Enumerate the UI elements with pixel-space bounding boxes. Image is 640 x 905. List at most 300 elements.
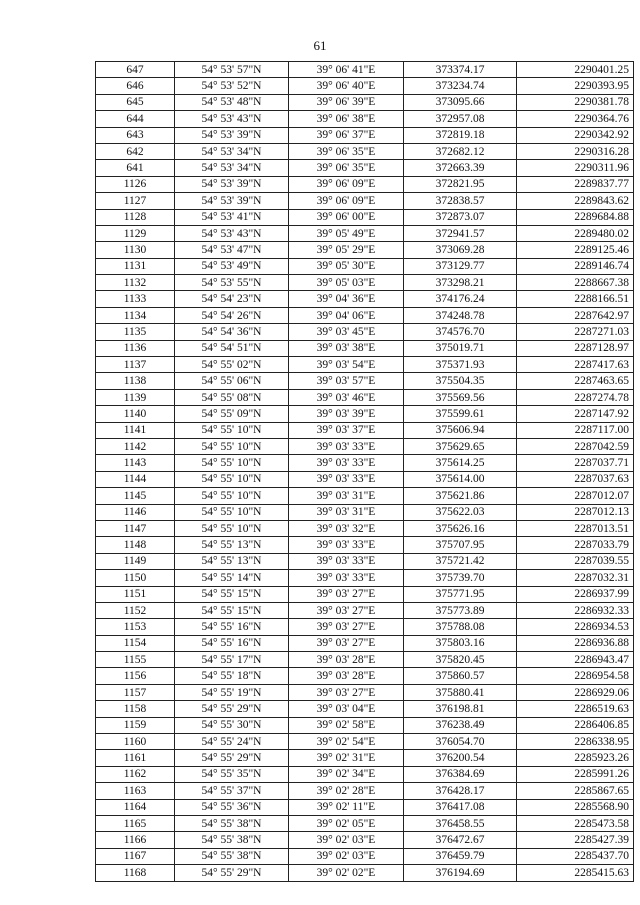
- x-coordinate-cell: 374576.70: [404, 324, 517, 340]
- table-row: [96, 340, 634, 356]
- point-number-cell: 1166: [96, 832, 175, 848]
- y-coordinate-cell: 2289480.02: [517, 225, 634, 241]
- x-coordinate-cell: 375771.95: [404, 586, 517, 602]
- latitude-cell: 54° 55' 14"N: [175, 570, 289, 586]
- longitude-cell: 39° 03' 31"E: [289, 504, 404, 520]
- longitude-cell: 39° 05' 03"E: [289, 275, 404, 291]
- x-coordinate-cell: 375803.16: [404, 635, 517, 651]
- longitude-cell: 39° 03' 04"E: [289, 701, 404, 717]
- table-row: [96, 62, 634, 78]
- longitude-cell: 39° 03' 33"E: [289, 471, 404, 487]
- latitude-cell: 54° 55' 36"N: [175, 799, 289, 815]
- x-coordinate-cell: 376417.08: [404, 799, 517, 815]
- y-coordinate-cell: 2290316.28: [517, 143, 634, 159]
- x-coordinate-cell: 375019.71: [404, 340, 517, 356]
- point-number-cell: 1136: [96, 340, 175, 356]
- latitude-cell: 54° 53' 39"N: [175, 127, 289, 143]
- table-row: [96, 668, 634, 684]
- x-coordinate-cell: 373374.17: [404, 62, 517, 78]
- point-number-cell: 1143: [96, 455, 175, 471]
- table-row: [96, 307, 634, 323]
- latitude-cell: 54° 53' 43"N: [175, 111, 289, 127]
- y-coordinate-cell: 2285568.90: [517, 799, 634, 815]
- latitude-cell: 54° 55' 37"N: [175, 783, 289, 799]
- table-row: [96, 209, 634, 225]
- point-number-cell: 1139: [96, 389, 175, 405]
- longitude-cell: 39° 05' 49"E: [289, 225, 404, 241]
- x-coordinate-cell: 372957.08: [404, 111, 517, 127]
- table-row: [96, 488, 634, 504]
- latitude-cell: 54° 53' 48"N: [175, 94, 289, 110]
- y-coordinate-cell: 2290381.78: [517, 94, 634, 110]
- longitude-cell: 39° 03' 45"E: [289, 324, 404, 340]
- longitude-cell: 39° 06' 35"E: [289, 143, 404, 159]
- latitude-cell: 54° 55' 09"N: [175, 406, 289, 422]
- latitude-cell: 54° 55' 19"N: [175, 684, 289, 700]
- longitude-cell: 39° 06' 00"E: [289, 209, 404, 225]
- y-coordinate-cell: 2286338.95: [517, 734, 634, 750]
- longitude-cell: 39° 06' 39"E: [289, 94, 404, 110]
- point-number-cell: 645: [96, 94, 175, 110]
- longitude-cell: 39° 03' 27"E: [289, 586, 404, 602]
- longitude-cell: 39° 03' 33"E: [289, 570, 404, 586]
- latitude-cell: 54° 53' 39"N: [175, 176, 289, 192]
- point-number-cell: 1130: [96, 242, 175, 258]
- x-coordinate-cell: 376194.69: [404, 865, 517, 881]
- x-coordinate-cell: 373234.74: [404, 78, 517, 94]
- y-coordinate-cell: 2289837.77: [517, 176, 634, 192]
- x-coordinate-cell: 375773.89: [404, 602, 517, 618]
- x-coordinate-cell: 375504.35: [404, 373, 517, 389]
- table-row: [96, 406, 634, 422]
- point-number-cell: 644: [96, 111, 175, 127]
- y-coordinate-cell: 2289125.46: [517, 242, 634, 258]
- x-coordinate-cell: 376428.17: [404, 783, 517, 799]
- longitude-cell: 39° 06' 38"E: [289, 111, 404, 127]
- latitude-cell: 54° 53' 55"N: [175, 275, 289, 291]
- longitude-cell: 39° 02' 02"E: [289, 865, 404, 881]
- table-row: [96, 586, 634, 602]
- latitude-cell: 54° 54' 51"N: [175, 340, 289, 356]
- longitude-cell: 39° 03' 33"E: [289, 553, 404, 569]
- longitude-cell: 39° 02' 28"E: [289, 783, 404, 799]
- latitude-cell: 54° 55' 10"N: [175, 455, 289, 471]
- table-row: [96, 111, 634, 127]
- table-row: [96, 570, 634, 586]
- point-number-cell: 1168: [96, 865, 175, 881]
- longitude-cell: 39° 03' 37"E: [289, 422, 404, 438]
- point-number-cell: 1132: [96, 275, 175, 291]
- point-number-cell: 1152: [96, 602, 175, 618]
- table-row: [96, 734, 634, 750]
- y-coordinate-cell: 2286519.63: [517, 701, 634, 717]
- longitude-cell: 39° 02' 34"E: [289, 766, 404, 782]
- coordinates-table: [95, 61, 634, 882]
- y-coordinate-cell: 2286937.99: [517, 586, 634, 602]
- longitude-cell: 39° 04' 36"E: [289, 291, 404, 307]
- x-coordinate-cell: 375622.03: [404, 504, 517, 520]
- point-number-cell: 1142: [96, 438, 175, 454]
- y-coordinate-cell: 2290342.92: [517, 127, 634, 143]
- table-row: [96, 176, 634, 192]
- point-number-cell: 1141: [96, 422, 175, 438]
- table-row: [96, 537, 634, 553]
- x-coordinate-cell: 376472.67: [404, 832, 517, 848]
- longitude-cell: 39° 06' 37"E: [289, 127, 404, 143]
- latitude-cell: 54° 55' 16"N: [175, 635, 289, 651]
- table-row: [96, 357, 634, 373]
- table-row: [96, 701, 634, 717]
- latitude-cell: 54° 55' 10"N: [175, 488, 289, 504]
- x-coordinate-cell: 375860.57: [404, 668, 517, 684]
- point-number-cell: 1137: [96, 357, 175, 373]
- latitude-cell: 54° 53' 39"N: [175, 193, 289, 209]
- latitude-cell: 54° 55' 15"N: [175, 586, 289, 602]
- x-coordinate-cell: 375614.00: [404, 471, 517, 487]
- latitude-cell: 54° 55' 16"N: [175, 619, 289, 635]
- longitude-cell: 39° 06' 09"E: [289, 193, 404, 209]
- y-coordinate-cell: 2285427.39: [517, 832, 634, 848]
- latitude-cell: 54° 55' 35"N: [175, 766, 289, 782]
- x-coordinate-cell: 375629.65: [404, 438, 517, 454]
- x-coordinate-cell: 372838.57: [404, 193, 517, 209]
- point-number-cell: 1148: [96, 537, 175, 553]
- longitude-cell: 39° 03' 28"E: [289, 652, 404, 668]
- x-coordinate-cell: 375371.93: [404, 357, 517, 373]
- longitude-cell: 39° 03' 27"E: [289, 635, 404, 651]
- table-row: [96, 422, 634, 438]
- latitude-cell: 54° 55' 24"N: [175, 734, 289, 750]
- y-coordinate-cell: 2287037.63: [517, 471, 634, 487]
- latitude-cell: 54° 55' 02"N: [175, 357, 289, 373]
- longitude-cell: 39° 03' 27"E: [289, 619, 404, 635]
- table-row: [96, 553, 634, 569]
- longitude-cell: 39° 03' 33"E: [289, 455, 404, 471]
- latitude-cell: 54° 55' 13"N: [175, 553, 289, 569]
- point-number-cell: 1167: [96, 848, 175, 864]
- latitude-cell: 54° 53' 34"N: [175, 160, 289, 176]
- table-row: [96, 602, 634, 618]
- latitude-cell: 54° 55' 10"N: [175, 520, 289, 536]
- point-number-cell: 1155: [96, 652, 175, 668]
- point-number-cell: 1146: [96, 504, 175, 520]
- longitude-cell: 39° 03' 39"E: [289, 406, 404, 422]
- table-row: [96, 455, 634, 471]
- longitude-cell: 39° 03' 46"E: [289, 389, 404, 405]
- point-number-cell: 642: [96, 143, 175, 159]
- latitude-cell: 54° 53' 47"N: [175, 242, 289, 258]
- table-row: [96, 848, 634, 864]
- x-coordinate-cell: 375621.86: [404, 488, 517, 504]
- point-number-cell: 1149: [96, 553, 175, 569]
- y-coordinate-cell: 2287271.03: [517, 324, 634, 340]
- latitude-cell: 54° 55' 18"N: [175, 668, 289, 684]
- x-coordinate-cell: 373069.28: [404, 242, 517, 258]
- longitude-cell: 39° 03' 31"E: [289, 488, 404, 504]
- x-coordinate-cell: 375569.56: [404, 389, 517, 405]
- y-coordinate-cell: 2290311.96: [517, 160, 634, 176]
- x-coordinate-cell: 375599.61: [404, 406, 517, 422]
- table-row: [96, 652, 634, 668]
- longitude-cell: 39° 02' 11"E: [289, 799, 404, 815]
- x-coordinate-cell: 373298.21: [404, 275, 517, 291]
- page-number: 61: [313, 38, 327, 53]
- table-row: [96, 766, 634, 782]
- x-coordinate-cell: 375707.95: [404, 537, 517, 553]
- y-coordinate-cell: 2289146.74: [517, 258, 634, 274]
- table-row: [96, 635, 634, 651]
- point-number-cell: 647: [96, 62, 175, 78]
- point-number-cell: 1144: [96, 471, 175, 487]
- point-number-cell: 643: [96, 127, 175, 143]
- x-coordinate-cell: 374248.78: [404, 307, 517, 323]
- latitude-cell: 54° 55' 15"N: [175, 602, 289, 618]
- point-number-cell: 1129: [96, 225, 175, 241]
- table-row: [96, 94, 634, 110]
- longitude-cell: 39° 06' 09"E: [289, 176, 404, 192]
- x-coordinate-cell: 372821.95: [404, 176, 517, 192]
- latitude-cell: 54° 53' 34"N: [175, 143, 289, 159]
- latitude-cell: 54° 53' 49"N: [175, 258, 289, 274]
- point-number-cell: 641: [96, 160, 175, 176]
- x-coordinate-cell: 376054.70: [404, 734, 517, 750]
- latitude-cell: 54° 55' 08"N: [175, 389, 289, 405]
- latitude-cell: 54° 53' 57"N: [175, 62, 289, 78]
- longitude-cell: 39° 03' 57"E: [289, 373, 404, 389]
- longitude-cell: 39° 03' 27"E: [289, 684, 404, 700]
- table-row: [96, 324, 634, 340]
- longitude-cell: 39° 03' 33"E: [289, 438, 404, 454]
- y-coordinate-cell: 2287463.65: [517, 373, 634, 389]
- longitude-cell: 39° 03' 32"E: [289, 520, 404, 536]
- table-row: [96, 143, 634, 159]
- longitude-cell: 39° 06' 41"E: [289, 62, 404, 78]
- point-number-cell: 1145: [96, 488, 175, 504]
- table-row: [96, 193, 634, 209]
- longitude-cell: 39° 06' 35"E: [289, 160, 404, 176]
- longitude-cell: 39° 06' 40"E: [289, 78, 404, 94]
- latitude-cell: 54° 54' 36"N: [175, 324, 289, 340]
- y-coordinate-cell: 2288166.51: [517, 291, 634, 307]
- point-number-cell: 1165: [96, 815, 175, 831]
- latitude-cell: 54° 55' 30"N: [175, 717, 289, 733]
- latitude-cell: 54° 55' 38"N: [175, 815, 289, 831]
- table-row: [96, 275, 634, 291]
- y-coordinate-cell: 2286929.06: [517, 684, 634, 700]
- y-coordinate-cell: 2287039.55: [517, 553, 634, 569]
- y-coordinate-cell: 2286936.88: [517, 635, 634, 651]
- x-coordinate-cell: 376459.79: [404, 848, 517, 864]
- y-coordinate-cell: 2290401.25: [517, 62, 634, 78]
- point-number-cell: 1126: [96, 176, 175, 192]
- longitude-cell: 39° 04' 06"E: [289, 307, 404, 323]
- longitude-cell: 39° 02' 31"E: [289, 750, 404, 766]
- table-row: [96, 799, 634, 815]
- table-row: [96, 127, 634, 143]
- point-number-cell: 1157: [96, 684, 175, 700]
- x-coordinate-cell: 375721.42: [404, 553, 517, 569]
- point-number-cell: 1138: [96, 373, 175, 389]
- y-coordinate-cell: 2286954.58: [517, 668, 634, 684]
- latitude-cell: 54° 53' 52"N: [175, 78, 289, 94]
- y-coordinate-cell: 2287417.63: [517, 357, 634, 373]
- point-number-cell: 1162: [96, 766, 175, 782]
- y-coordinate-cell: 2287037.71: [517, 455, 634, 471]
- longitude-cell: 39° 02' 54"E: [289, 734, 404, 750]
- table-row: [96, 684, 634, 700]
- point-number-cell: 1134: [96, 307, 175, 323]
- x-coordinate-cell: 372663.39: [404, 160, 517, 176]
- y-coordinate-cell: 2289843.62: [517, 193, 634, 209]
- point-number-cell: 1135: [96, 324, 175, 340]
- y-coordinate-cell: 2286943.47: [517, 652, 634, 668]
- y-coordinate-cell: 2287033.79: [517, 537, 634, 553]
- point-number-cell: 1160: [96, 734, 175, 750]
- latitude-cell: 54° 55' 29"N: [175, 750, 289, 766]
- y-coordinate-cell: 2287042.59: [517, 438, 634, 454]
- x-coordinate-cell: 375788.08: [404, 619, 517, 635]
- y-coordinate-cell: 2290393.95: [517, 78, 634, 94]
- point-number-cell: 1147: [96, 520, 175, 536]
- longitude-cell: 39° 02' 58"E: [289, 717, 404, 733]
- x-coordinate-cell: 372941.57: [404, 225, 517, 241]
- longitude-cell: 39° 02' 05"E: [289, 815, 404, 831]
- longitude-cell: 39° 03' 54"E: [289, 357, 404, 373]
- latitude-cell: 54° 55' 10"N: [175, 471, 289, 487]
- point-number-cell: 1127: [96, 193, 175, 209]
- table-row: [96, 865, 634, 881]
- x-coordinate-cell: 374176.24: [404, 291, 517, 307]
- y-coordinate-cell: 2287117.00: [517, 422, 634, 438]
- longitude-cell: 39° 02' 03"E: [289, 832, 404, 848]
- x-coordinate-cell: 376458.55: [404, 815, 517, 831]
- y-coordinate-cell: 2290364.76: [517, 111, 634, 127]
- table-row: [96, 438, 634, 454]
- point-number-cell: 1153: [96, 619, 175, 635]
- table-row: [96, 750, 634, 766]
- table-row: [96, 78, 634, 94]
- latitude-cell: 54° 54' 26"N: [175, 307, 289, 323]
- coordinates-table-body: [96, 62, 634, 882]
- y-coordinate-cell: 2288667.38: [517, 275, 634, 291]
- table-row: [96, 815, 634, 831]
- table-row: [96, 258, 634, 274]
- point-number-cell: 1163: [96, 783, 175, 799]
- latitude-cell: 54° 55' 10"N: [175, 438, 289, 454]
- x-coordinate-cell: 375626.16: [404, 520, 517, 536]
- longitude-cell: 39° 03' 27"E: [289, 602, 404, 618]
- point-number-cell: 1151: [96, 586, 175, 602]
- y-coordinate-cell: 2287012.13: [517, 504, 634, 520]
- x-coordinate-cell: 372682.12: [404, 143, 517, 159]
- longitude-cell: 39° 05' 30"E: [289, 258, 404, 274]
- latitude-cell: 54° 54' 23"N: [175, 291, 289, 307]
- x-coordinate-cell: 373095.66: [404, 94, 517, 110]
- point-number-cell: 1158: [96, 701, 175, 717]
- latitude-cell: 54° 55' 06"N: [175, 373, 289, 389]
- table-row: [96, 242, 634, 258]
- latitude-cell: 54° 55' 10"N: [175, 504, 289, 520]
- longitude-cell: 39° 03' 33"E: [289, 537, 404, 553]
- x-coordinate-cell: 376200.54: [404, 750, 517, 766]
- x-coordinate-cell: 373129.77: [404, 258, 517, 274]
- longitude-cell: 39° 03' 28"E: [289, 668, 404, 684]
- y-coordinate-cell: 2287642.97: [517, 307, 634, 323]
- y-coordinate-cell: 2287274.78: [517, 389, 634, 405]
- y-coordinate-cell: 2285415.63: [517, 865, 634, 881]
- point-number-cell: 1131: [96, 258, 175, 274]
- table-row: [96, 832, 634, 848]
- y-coordinate-cell: 2286934.53: [517, 619, 634, 635]
- table-row: [96, 717, 634, 733]
- y-coordinate-cell: 2285473.58: [517, 815, 634, 831]
- y-coordinate-cell: 2287012.07: [517, 488, 634, 504]
- table-row: [96, 520, 634, 536]
- y-coordinate-cell: 2285923.26: [517, 750, 634, 766]
- y-coordinate-cell: 2287013.51: [517, 520, 634, 536]
- point-number-cell: 1161: [96, 750, 175, 766]
- y-coordinate-cell: 2286406.85: [517, 717, 634, 733]
- point-number-cell: 1150: [96, 570, 175, 586]
- table-row: [96, 389, 634, 405]
- longitude-cell: 39° 03' 38"E: [289, 340, 404, 356]
- y-coordinate-cell: 2285867.65: [517, 783, 634, 799]
- x-coordinate-cell: 372819.18: [404, 127, 517, 143]
- latitude-cell: 54° 55' 17"N: [175, 652, 289, 668]
- x-coordinate-cell: 376238.49: [404, 717, 517, 733]
- point-number-cell: 1156: [96, 668, 175, 684]
- table-row: [96, 471, 634, 487]
- x-coordinate-cell: 376198.81: [404, 701, 517, 717]
- x-coordinate-cell: 375614.25: [404, 455, 517, 471]
- table-row: [96, 619, 634, 635]
- x-coordinate-cell: 375739.70: [404, 570, 517, 586]
- point-number-cell: 1159: [96, 717, 175, 733]
- point-number-cell: 1128: [96, 209, 175, 225]
- table-row: [96, 225, 634, 241]
- latitude-cell: 54° 55' 29"N: [175, 865, 289, 881]
- x-coordinate-cell: 375606.94: [404, 422, 517, 438]
- table-row: [96, 783, 634, 799]
- y-coordinate-cell: 2287128.97: [517, 340, 634, 356]
- table-row: [96, 373, 634, 389]
- longitude-cell: 39° 05' 29"E: [289, 242, 404, 258]
- point-number-cell: 1140: [96, 406, 175, 422]
- y-coordinate-cell: 2286932.33: [517, 602, 634, 618]
- point-number-cell: 646: [96, 78, 175, 94]
- x-coordinate-cell: 376384.69: [404, 766, 517, 782]
- latitude-cell: 54° 55' 29"N: [175, 701, 289, 717]
- y-coordinate-cell: 2285991.26: [517, 766, 634, 782]
- latitude-cell: 54° 53' 41"N: [175, 209, 289, 225]
- latitude-cell: 54° 55' 13"N: [175, 537, 289, 553]
- latitude-cell: 54° 53' 43"N: [175, 225, 289, 241]
- x-coordinate-cell: 375820.45: [404, 652, 517, 668]
- point-number-cell: 1133: [96, 291, 175, 307]
- x-coordinate-cell: 375880.41: [404, 684, 517, 700]
- longitude-cell: 39° 02' 03"E: [289, 848, 404, 864]
- table-row: [96, 504, 634, 520]
- x-coordinate-cell: 372873.07: [404, 209, 517, 225]
- latitude-cell: 54° 55' 38"N: [175, 848, 289, 864]
- table-row: [96, 291, 634, 307]
- y-coordinate-cell: 2285437.70: [517, 848, 634, 864]
- point-number-cell: 1164: [96, 799, 175, 815]
- point-number-cell: 1154: [96, 635, 175, 651]
- latitude-cell: 54° 55' 10"N: [175, 422, 289, 438]
- y-coordinate-cell: 2287032.31: [517, 570, 634, 586]
- latitude-cell: 54° 55' 38"N: [175, 832, 289, 848]
